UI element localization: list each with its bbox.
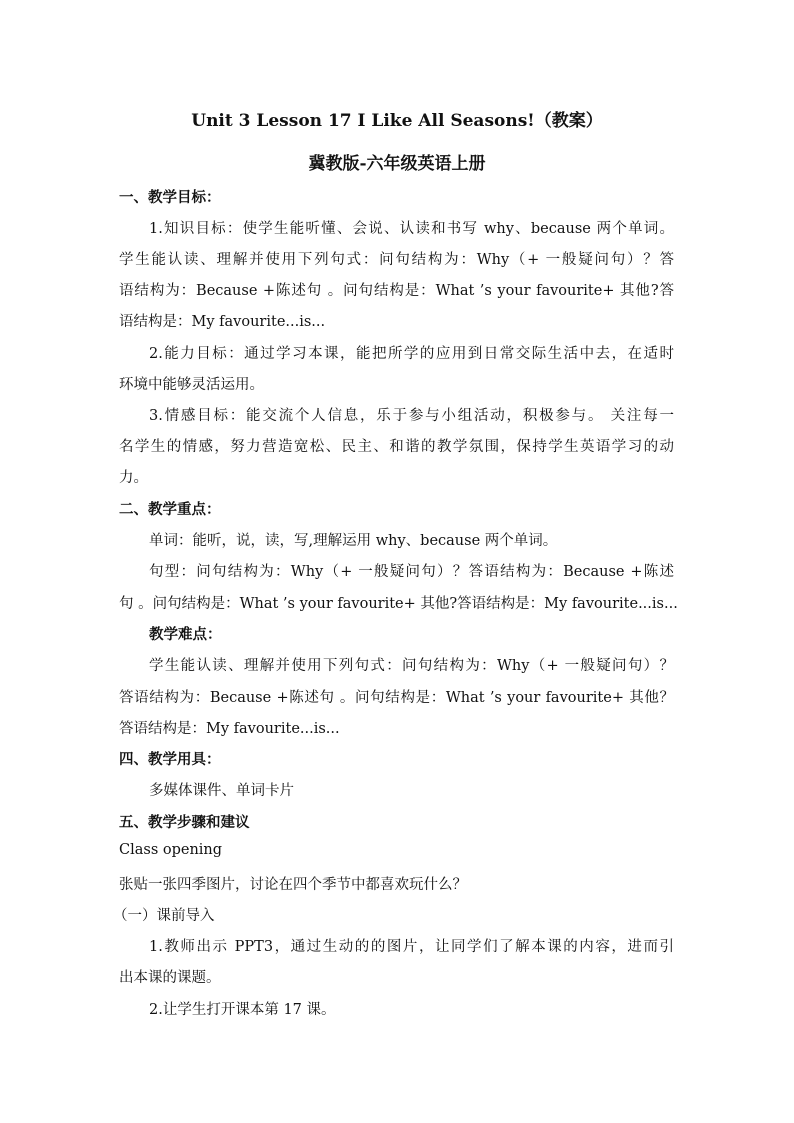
- document-subtitle: 冀教版-六年级英语上册: [308, 154, 486, 174]
- paragraph-line: 1.知识目标：使学生能听懂、会说、认读和书写 why、because 两个单词。: [149, 221, 674, 237]
- section-heading-objectives: 一、教学目标：: [119, 189, 221, 206]
- paragraph-line: 答语结构是：My favourite...is...: [119, 721, 340, 737]
- paragraph-line: 句型：问句结构为：Why（+ 一般疑问句）？答语结构为：Because +陈述: [149, 564, 674, 580]
- paragraph-line: 2.能力目标：通过学习本课，能把所学的应用到日常交际生活中去，在适时: [149, 346, 674, 362]
- paragraph-line: 出本课的课题。: [119, 970, 221, 986]
- paragraph-line: 环境中能够灵活运用。: [119, 377, 264, 393]
- paragraph-line: 张贴一张四季图片，讨论在四个季节中都喜欢玩什么？: [119, 877, 467, 893]
- paragraph-line: 答语结构为：Because +陈述句 。问句结构是：What ’s your favourite+ 其他？: [119, 690, 674, 706]
- paragraph-line: 学生能认读、理解并使用下列句式：问句结构为：Why（+ 一般疑问句）？答: [119, 252, 674, 268]
- paragraph-line: 力。: [119, 470, 148, 486]
- paragraph-line: 多媒体课件、单词卡片: [149, 783, 294, 799]
- paragraph-line: 句 。问句结构是：What ’s your favourite+ 其他?答语结构是：My favourite...is...: [119, 596, 678, 612]
- paragraph-line: 3.情感目标：能交流个人信息，乐于参与小组活动，积极参与。 关注每一: [149, 408, 674, 424]
- paragraph-line: 名学生的情感，努力营造宽松、民主、和谐的教学氛围，保持学生英语学习的动: [119, 439, 674, 455]
- paragraph-line: 2.让学生打开课本第 17 课。: [149, 1002, 336, 1018]
- section-heading-steps: 五、教学步骤和建议: [119, 814, 250, 831]
- paragraph-line: Class opening: [119, 842, 223, 858]
- paragraph-line: （一）课前导入: [113, 908, 215, 924]
- paragraph-line: 语结构是：My favourite...is...: [119, 314, 326, 330]
- paragraph-line: 语结构为：Because +陈述句 。问句结构是：What ’s your favourite+ 其他?答: [119, 283, 674, 299]
- document-title: Unit 3 Lesson 17 I Like All Seasons!（教案）: [191, 111, 603, 131]
- section-heading-difficulties: 教学难点：: [149, 626, 222, 643]
- section-heading-materials: 四、教学用具：: [119, 751, 221, 768]
- paragraph-line: 单词：能听，说，读，写,理解运用 why、because 两个单词。: [149, 533, 558, 549]
- paragraph-line: 学生能认读、理解并使用下列句式：问句结构为：Why（+ 一般疑问句）？: [149, 658, 674, 674]
- paragraph-line: 1.教师出示 PPT3，通过生动的的图片，让同学们了解本课的内容，进而引: [149, 939, 674, 955]
- section-heading-key-points: 二、教学重点：: [119, 501, 221, 518]
